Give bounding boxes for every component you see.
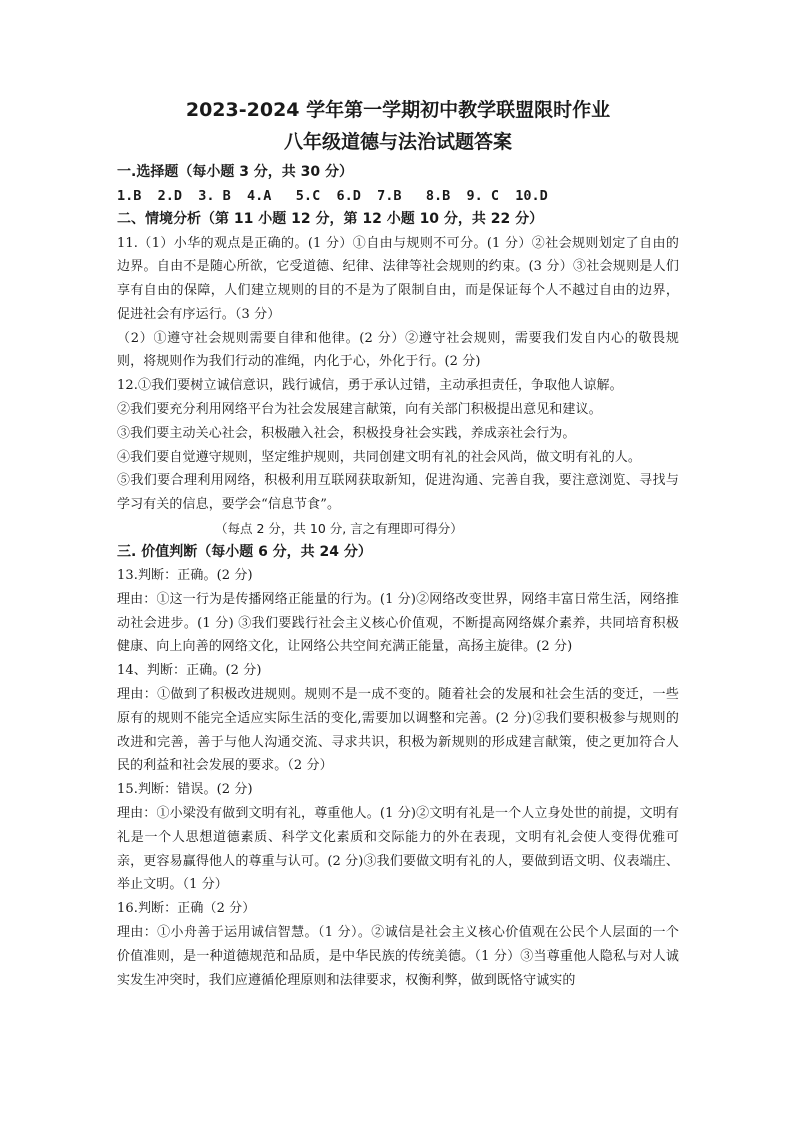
q12-item-3: ③我们要主动关心社会，积极融入社会，积极投身社会实践，养成亲社会行为。: [117, 425, 576, 441]
q12-item-1: 12.①我们要树立诚信意识，践行诚信，勇于承认过错，主动承担责任，争取他人谅解。: [117, 378, 623, 394]
section-value-judgment: [117, 541, 679, 993]
q12-item-2: ②我们要充分利用网络平台为社会发展建言献策，向有关部门积极提出意见和建议。: [117, 402, 602, 418]
document-subtitle: 八年级道德与法治试题答案: [283, 131, 512, 153]
section-scenario-analysis: [117, 208, 679, 541]
q12-item-5: ⑤我们要合理利用网络，积极利用互联网获取新知，促进沟通、完善自我，要注意浏览、寻找与学习有关的信息，要学会“信息节食”。: [117, 473, 679, 513]
q14-reason: 理由：①做到了积极改进规则。规则不是一成不变的。随着社会的发展和社会生活的变迁，一些原有的规则不能完全适应实际生活的变化,需要加以调整和完善。(2 分)②我们要积极参与规则的改进和完善，善于与他人沟通交流、寻求共识，积极为新规则的形成建言献策，使之更加符合人民的利益和社会发展的要求。（2 分）: [117, 687, 679, 774]
q16-reason: 理由：①小舟善于运用诚信智慧。（1 分）。②诚信是社会主义核心价值观在公民个人层面的一个价值准则，是一种道德规范和品质，是中华民族的传统美德。（1 分）③当尊重他人隐私与对人诚实发生冲突时，我们应遵循伦理原则和法律要求，权衡利弊，做到既恪守诚实的: [117, 925, 679, 988]
q12-scoring-note: （每点 2 分，共 10 分, 言之有理即可得分）: [215, 521, 463, 537]
section-heading-choice: 一.选择题（每小题 3 分，共 30 分）: [117, 164, 354, 180]
q14-judgment: 14、判断：正确。(2 分): [117, 663, 262, 679]
q11-part2-answer: （2）①遵守社会规则需要自律和他律。(2 分）②遵守社会规则，需要我们发自内心的敬畏规则，将规则作为我们行动的准绳，内化于心，外化于行。(2 分): [117, 330, 679, 370]
q13-judgment: 13.判断：正确。(2 分): [117, 568, 253, 584]
choice-answers: 1.B 2.D 3. B 4.A 5.C 6.D 7.B 8.B 9. C 10.D: [117, 187, 548, 204]
document-title: 2023-2024 学年第一学期初中教学联盟限时作业: [185, 99, 611, 121]
q12-item-4: ④我们要自觉遵守规则，坚定维护规则，共同创建文明有礼的社会风尚，做文明有礼的人。: [117, 449, 642, 465]
q13-reason: 理由：①这一行为是传播网络正能量的行为。(1 分)②网络改变世界，网络丰富日常生活，网络推动社会进步。(1 分) ③我们要践行社会主义核心价值观，不断提高网络媒介素养，共同培育积极健康、向上向善的网络文化，让网络公共空间充满正能量，高扬主旋律。(2 分): [117, 591, 679, 655]
section-heading-scenario: 二、情境分析（第 11 小题 12 分，第 12 小题 10 分，共 22 分）: [117, 211, 544, 227]
section-heading-judgment: 三. 价值判断（每小题 6 分，共 24 分）: [117, 543, 372, 560]
q15-judgment: 15.判断：错误。(2 分): [117, 782, 253, 798]
q16-judgment: 16.判断：正确（2 分）: [117, 901, 256, 917]
answer-sheet: [117, 92, 679, 992]
q15-reason: 理由：①小梁没有做到文明有礼，尊重他人。(1 分)②文明有礼是一个人立身处世的前提，文明有礼是一个人思想道德素质、科学文化素质和交际能力的外在表现，文明有礼会使人变得优雅可亲，更容易赢得他人的尊重与认可。(2 分)③我们要做文明有礼的人，要做到语文明、仪表端庄、举止文明。（1 分）: [117, 806, 679, 893]
section-multiple-choice: [117, 161, 679, 208]
q11-part1-answer: 11.（1）小华的观点是正确的。(1 分）①自由与规则不可分。(1 分）②社会规则划定了自由的边界。自由不是随心所欲，它受道德、纪律、法律等社会规则的约束。(3 分）③社会规则是人们享有自由的保障，人们建立规则的目的不是为了限制自由，而是保证每个人不越过自由的边界，促进社会有序运行。（3 分）: [117, 235, 679, 322]
